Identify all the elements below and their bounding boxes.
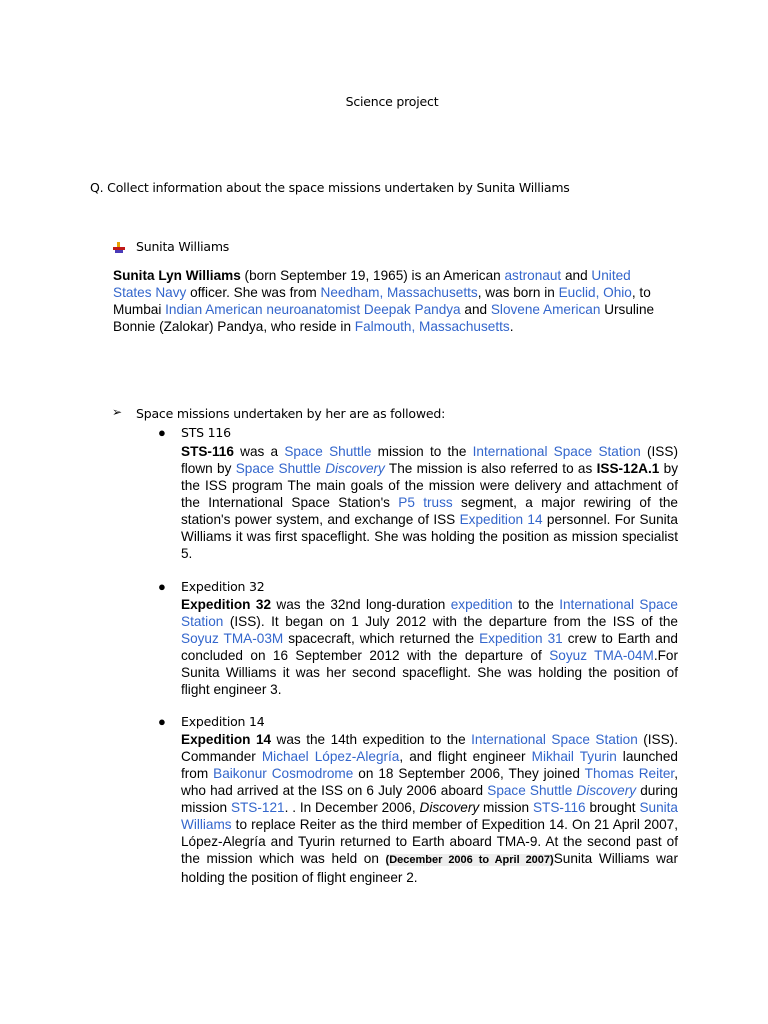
- link-expedition-14[interactable]: Expedition 14: [459, 512, 543, 527]
- body-text: by the ISS program The main goals of the mission were delivery and attachment of the International Space Station's: [181, 461, 678, 510]
- link-sunita-williams[interactable]: Sunita Williams: [181, 800, 678, 832]
- document-title: Science project: [345, 94, 439, 109]
- link-euclid-ohio[interactable]: Euclid, Ohio: [558, 285, 632, 300]
- body-text: (ISS). Commander: [181, 732, 678, 764]
- link-needham[interactable]: Needham, Massachusetts: [320, 285, 478, 300]
- bold-term: STS-116: [181, 444, 234, 459]
- link-space-shuttle-discovery[interactable]: [487, 783, 636, 798]
- italic-term: Discovery: [419, 800, 480, 815]
- bio-text: and: [460, 302, 491, 317]
- link-p5-truss[interactable]: P5 truss: [398, 495, 453, 510]
- body-text: spacecraft, which returned the: [283, 631, 480, 646]
- mission-title-exp14: Expedition 14: [181, 714, 265, 729]
- bio-text: .: [509, 319, 514, 334]
- link-space-shuttle[interactable]: Space Shuttle: [284, 444, 372, 459]
- link-us-navy[interactable]: United States Navy: [113, 268, 631, 300]
- mission-body-exp32: [181, 596, 678, 698]
- body-text: , who had arrived at the ISS on 6 July 2006 aboard: [181, 766, 678, 798]
- link-falmouth[interactable]: Falmouth, Massachusetts: [354, 319, 510, 334]
- mission-body-sts116: [181, 443, 678, 562]
- link-astronaut[interactable]: astronaut: [504, 268, 562, 283]
- link-indian-american[interactable]: Indian American: [165, 302, 263, 317]
- body-text: personnel. For Sunita Williams it was first spaceflight. She was holding the position as mission specialist 5.: [181, 512, 678, 561]
- mission-title-sts116: STS 116: [181, 425, 231, 440]
- link-sts-121[interactable]: STS-121: [230, 800, 285, 815]
- bold-term: Expedition 32: [181, 597, 272, 612]
- link-soyuz-tma-04m[interactable]: Soyuz TMA-04M: [549, 648, 654, 663]
- link-iss[interactable]: International Space Station: [181, 597, 678, 629]
- bold-term: Expedition 14: [181, 732, 272, 747]
- body-text: during mission: [181, 783, 678, 815]
- link-text: Space Shuttle: [235, 461, 326, 476]
- link-michael-lopez-alegria[interactable]: Michael López-Alegría: [261, 749, 400, 764]
- bullet-dot-icon: ●: [158, 425, 166, 440]
- missions-heading: Space missions undertaken by her are as followed:: [136, 406, 446, 421]
- link-space-shuttle-discovery[interactable]: [236, 461, 385, 476]
- body-text: crew to Earth and concluded on 16 September 2012 with the departure of: [181, 631, 678, 663]
- bio-text: , to Mumbai: [113, 285, 651, 317]
- bold-term: ISS-12A.1: [596, 461, 660, 476]
- bio-text: , was born in: [477, 285, 559, 300]
- arrow-bullet-icon: ➢: [112, 405, 123, 419]
- body-text: segment, a major rewiring of the station's power system, and exchange of ISS: [181, 495, 678, 527]
- mission-title-exp32: Expedition 32: [181, 579, 265, 594]
- body-text: (ISS). It began on 1 July 2012 with the departure from the ISS of the: [223, 614, 678, 629]
- body-text: , and flight engineer: [399, 749, 532, 764]
- link-neuroanatomist[interactable]: neuroanatomist: [266, 302, 361, 317]
- bullet-dot-icon: ●: [158, 714, 166, 729]
- question-text: Q. Collect information about the space missions undertaken by Sunita Williams: [90, 180, 570, 195]
- bio-text: officer. She was from: [186, 285, 321, 300]
- body-text: launched from: [181, 749, 678, 781]
- body-text: mission to the: [371, 444, 473, 459]
- biography-paragraph: [113, 267, 673, 335]
- bio-text: and: [561, 268, 592, 283]
- link-iss[interactable]: International Space Station: [472, 444, 641, 459]
- body-text: brought: [585, 800, 640, 815]
- body-text: on 18 September 2006, They joined: [353, 766, 585, 781]
- link-deepak-pandya[interactable]: Deepak Pandya: [363, 302, 461, 317]
- bullet-dot-icon: ●: [158, 579, 166, 594]
- body-text: mission: [479, 800, 533, 815]
- highlighted-date-range: (December 2006 to April 2007): [385, 854, 554, 866]
- body-text: . . In December 2006,: [284, 800, 420, 815]
- bio-name: Sunita Lyn Williams: [113, 268, 241, 283]
- link-iss[interactable]: International Space Station: [471, 732, 638, 747]
- mission-body-exp14: [181, 731, 678, 886]
- link-text: Space Shuttle: [487, 783, 577, 798]
- bio-text: (born September 19, 1965) is an American: [240, 268, 505, 283]
- body-text: to the: [512, 597, 560, 612]
- body-text: was the 32nd long-duration: [271, 597, 451, 612]
- body-text: to replace Reiter as the third member of Expedition 14. On 21 April 2007, López-Alegría and Tyurin returned to Earth aboard TMA-9. At the second past of the mission which was held on: [181, 817, 678, 866]
- link-text-italic: Discovery: [576, 783, 637, 798]
- link-baikonur[interactable]: Baikonur Cosmodrome: [213, 766, 354, 781]
- bio-text: Ursuline Bonnie (Zalokar) Pandya, who reside in: [113, 302, 655, 334]
- link-text-italic: Discovery: [325, 461, 385, 476]
- link-thomas-reiter[interactable]: Thomas Reiter: [584, 766, 675, 781]
- body-text: .For Sunita Williams it was her second spaceflight. She was holding the position of flight engineer 3.: [181, 648, 678, 697]
- body-text: Sunita Williams war holding the position of flight engineer 2.: [181, 851, 679, 885]
- body-text: was a: [233, 444, 285, 459]
- body-text: (ISS) flown by: [181, 444, 678, 476]
- colored-bullet-icon: [112, 241, 126, 255]
- link-expedition[interactable]: expedition: [450, 597, 513, 612]
- link-slovene-american[interactable]: Slovene American: [490, 302, 601, 317]
- section-heading-name: Sunita Williams: [136, 239, 230, 254]
- body-text: The mission is also referred to as: [384, 461, 597, 476]
- link-sts-116[interactable]: STS-116: [532, 800, 586, 815]
- body-text: was the 14th expedition to the: [271, 732, 472, 747]
- link-mikhail-tyurin[interactable]: Mikhail Tyurin: [531, 749, 617, 764]
- link-soyuz-tma-03m[interactable]: Soyuz TMA-03M: [181, 631, 284, 646]
- link-expedition-31[interactable]: Expedition 31: [479, 631, 563, 646]
